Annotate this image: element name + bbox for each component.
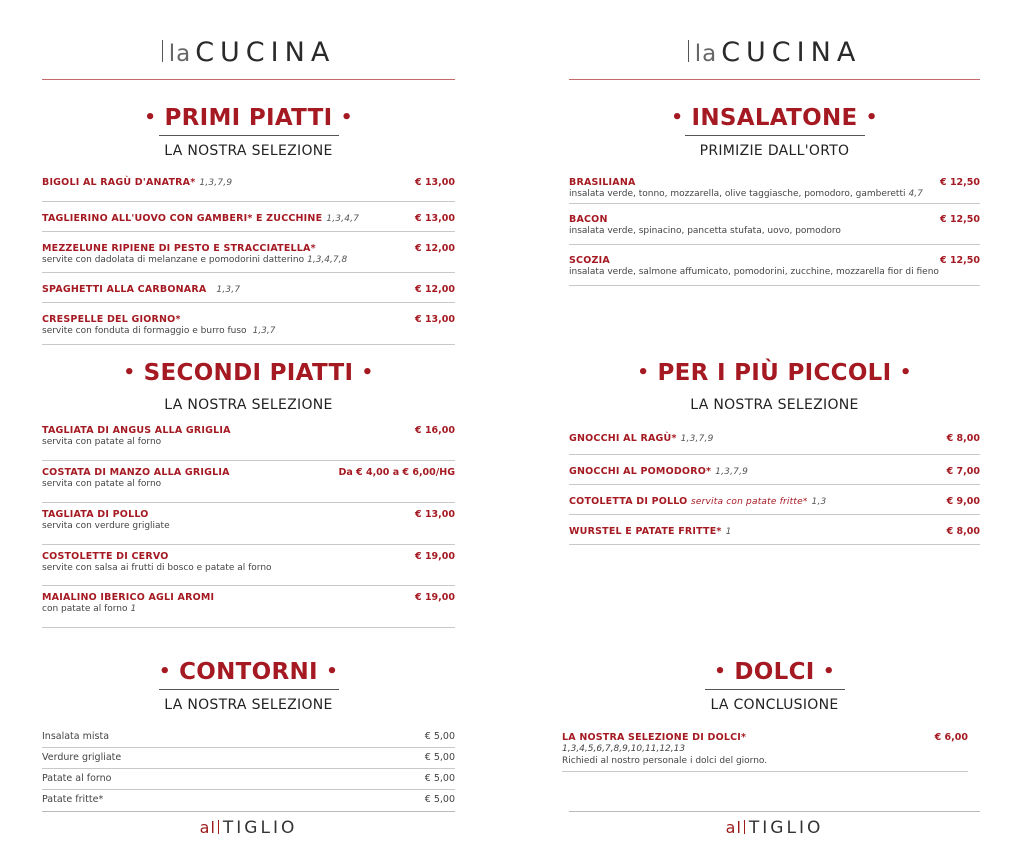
- section-subtitle: LA NOSTRA SELEZIONE: [690, 397, 859, 413]
- section-title: • PER I PIÙ PICCOLI •: [637, 360, 912, 386]
- footer-divider: [569, 811, 980, 812]
- menu-item: GNOCCHI AL POMODORO* 1,3,7,9 € 7,00: [569, 455, 980, 485]
- section-subtitle: LA NOSTRA SELEZIONE: [164, 397, 333, 413]
- section-title: • CONTORNI •: [158, 659, 339, 685]
- menu-item: LA NOSTRA SELEZIONE DI DOLCI* € 6,00 1,3,4,5,6,7,8,9,10,11,12,13 Richiedi al nostro personale i dolci del giorno.: [562, 732, 968, 772]
- side-dish-item: Verdure grigliate € 5,00: [42, 748, 455, 769]
- section-title: • DOLCI •: [714, 659, 835, 685]
- side-dish-item: Patate al forno € 5,00: [42, 769, 455, 790]
- menu-item: SCOZIA € 12,50 insalata verde, salmone affumicato, pomodorini, zucchine, mozzarella fior di fieno: [569, 245, 980, 286]
- header-divider: [569, 79, 980, 80]
- brand-logo: la CUCINA: [569, 36, 980, 71]
- menu-item: COSTOLETTE DI CERVO € 19,00 servite con salsa ai frutti di bosco e patate al forno: [42, 545, 455, 586]
- side-dish-item: Insalata mista € 5,00: [42, 727, 455, 748]
- menu-item: MAIALINO IBERICO AGLI AROMI € 19,00 con patate al forno 1: [42, 586, 455, 628]
- side-dish-item: Patate fritte* € 5,00: [42, 794, 455, 805]
- menu-item: BACON € 12,50 insalata verde, spinacino, pancetta stufata, uovo, pomodoro: [569, 204, 980, 245]
- section-secondi-piatti: [42, 358, 455, 628]
- menu-item: GNOCCHI AL RAGÙ* 1,3,7,9 € 8,00: [569, 427, 980, 455]
- footer-divider: [42, 811, 455, 812]
- section-title: • SECONDI PIATTI •: [123, 360, 374, 386]
- section-subtitle: PRIMIZIE DALL'ORTO: [699, 143, 850, 159]
- menu-item: BRASILIANA € 12,50 insalata verde, tonno, mozzarella, olive taggiasche, pomodoro, gamberetti 4,7: [569, 173, 980, 204]
- section-subtitle: LA NOSTRA SELEZIONE: [164, 143, 333, 159]
- section-subtitle: LA CONCLUSIONE: [710, 697, 839, 713]
- menu-item: COTOLETTA DI POLLO servita con patate fritte* 1,3 € 9,00: [569, 485, 980, 515]
- header-divider: [42, 79, 455, 80]
- menu-item: TAGLIERINO ALL'UOVO CON GAMBERI* E ZUCCHINE 1,3,4,7 € 13,00: [42, 202, 455, 232]
- menu-item: WURSTEL E PATATE FRITTE* 1 € 8,00: [569, 515, 980, 545]
- menu-item: SPAGHETTI ALLA CARBONARA 1,3,7 € 12,00: [42, 273, 455, 303]
- menu-item: CRESPELLE DEL GIORNO* € 13,00 servite con fonduta di formaggio e burro fuso 1,3,7: [42, 303, 455, 345]
- section-per-i-piu-piccoli: [569, 358, 980, 545]
- menu-item: BIGOLI AL RAGÙ D'ANATRA* 1,3,7,9 € 13,00: [42, 173, 455, 202]
- menu-item: COSTATA DI MANZO ALLA GRIGLIA Da € 4,00 a € 6,00/HG servita con patate al forno: [42, 461, 455, 503]
- brand-logo: la CUCINA: [42, 36, 455, 71]
- menu-item: TAGLIATA DI POLLO € 13,00 servita con verdure grigliate: [42, 503, 455, 545]
- section-title: • PRIMI PIATTI •: [144, 105, 353, 131]
- footer-logo: al TIGLIO: [725, 818, 824, 838]
- section-subtitle: LA NOSTRA SELEZIONE: [164, 697, 333, 713]
- section-insalatone: [569, 103, 980, 286]
- section-title: • INSALATONE •: [671, 105, 878, 131]
- section-contorni: [42, 657, 455, 810]
- menu-item: MEZZELUNE RIPIENE DI PESTO E STRACCIATELLA* € 12,00 servite con dadolata di melanzane e pomodorini datterino 1,3,4,7,8: [42, 232, 455, 273]
- menu-item: TAGLIATA DI ANGUS ALLA GRIGLIA € 16,00 servita con patate al forno: [42, 423, 455, 461]
- section-dolci: [562, 657, 980, 772]
- section-primi-piatti: [42, 103, 455, 345]
- footer-logo: al TIGLIO: [199, 818, 298, 838]
